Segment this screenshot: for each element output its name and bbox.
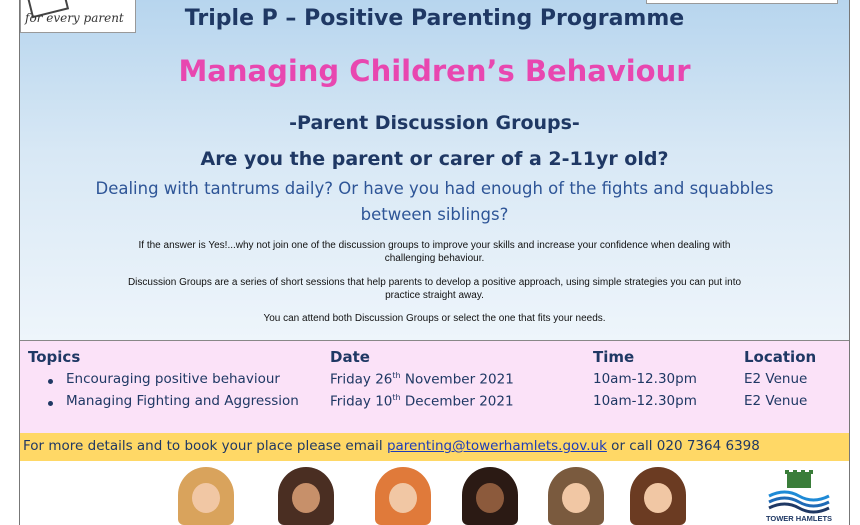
sessions-table bbox=[20, 340, 849, 434]
row-2-topic: Managing Fighting and Aggression bbox=[66, 393, 299, 409]
child-face bbox=[389, 483, 417, 513]
paragraph-2 bbox=[40, 276, 829, 302]
paragraph-1 bbox=[40, 239, 829, 265]
tower-hamlets-name: TOWER HAMLETS bbox=[765, 514, 833, 523]
contact-footer bbox=[20, 433, 849, 461]
email-link[interactable]: parenting@towerhamlets.gov.uk bbox=[386, 438, 607, 454]
child-face bbox=[644, 483, 672, 513]
sub-question-line-1: Dealing with tantrums daily? Or have you had enough of the fights and squabbles bbox=[95, 179, 774, 198]
header-time: Time bbox=[593, 348, 635, 366]
contact-text bbox=[23, 438, 760, 454]
child-photo bbox=[278, 467, 334, 525]
programme-title: Triple P – Positive Parenting Programme bbox=[184, 6, 685, 31]
paragraph-1-line-2: challenging behaviour. bbox=[384, 253, 485, 264]
child-photo bbox=[178, 467, 234, 525]
header-date: Date bbox=[330, 348, 370, 366]
children-photos bbox=[20, 461, 849, 525]
row-2-location: E2 Venue bbox=[744, 393, 808, 409]
child-face bbox=[562, 483, 590, 513]
row-2-date bbox=[330, 393, 514, 410]
child-photo bbox=[375, 467, 431, 525]
row-1-date-day: Friday 26 bbox=[330, 371, 393, 388]
paragraph-1-line-1: If the answer is Yes!...why not join one of the discussion groups to improve your skills and increase your confidence when dealing with bbox=[138, 240, 731, 251]
paragraph-3: You can attend both Discussion Groups or select the one that fits your needs. bbox=[263, 313, 606, 324]
row-2-date-rest: December 2021 bbox=[400, 393, 514, 410]
tower-hamlets-logo bbox=[765, 470, 833, 522]
paragraph-2-line-1: Discussion Groups are a series of short sessions that help parents to develop a positive approach, using simple strategies you can put into bbox=[127, 277, 742, 288]
corner-box bbox=[646, 0, 838, 4]
header-topics: Topics bbox=[28, 348, 81, 366]
child-face bbox=[192, 483, 220, 513]
header-location: Location bbox=[744, 348, 817, 366]
main-title: Managing Children’s Behaviour bbox=[178, 54, 691, 88]
row-2-date-suffix: th bbox=[392, 393, 401, 402]
contact-suffix: or call 020 7364 6398 bbox=[606, 438, 760, 454]
subtitle: -Parent Discussion Groups- bbox=[289, 112, 580, 134]
child-photo bbox=[462, 467, 518, 525]
sub-question bbox=[80, 176, 789, 228]
child-face bbox=[476, 483, 504, 513]
question-heading: Are you the parent or carer of a 2-11yr old? bbox=[200, 148, 669, 170]
child-face bbox=[292, 483, 320, 513]
row-2-date-day: Friday 10 bbox=[330, 393, 393, 410]
contact-prefix: For more details and to book your place please email bbox=[23, 438, 387, 454]
header-section bbox=[20, 0, 849, 340]
row-1-date-suffix: th bbox=[392, 371, 401, 380]
logo-tagline: for every parent bbox=[25, 11, 124, 25]
sub-question-line-2: between siblings? bbox=[360, 205, 509, 224]
row-1-time: 10am-12.30pm bbox=[593, 371, 697, 387]
row-1-date-rest: November 2021 bbox=[400, 371, 514, 388]
child-photo bbox=[548, 467, 604, 525]
tower-hamlets-emblem-icon bbox=[765, 470, 833, 514]
row-1-topic: Encouraging positive behaviour bbox=[66, 371, 280, 387]
bullet-icon bbox=[48, 401, 53, 406]
row-2-time: 10am-12.30pm bbox=[593, 393, 697, 409]
paragraph-2-line-2: practice straight away. bbox=[385, 290, 484, 301]
row-1-date bbox=[330, 371, 514, 388]
child-photo bbox=[630, 467, 686, 525]
flyer bbox=[19, 0, 850, 525]
bullet-icon bbox=[48, 379, 53, 384]
row-1-location: E2 Venue bbox=[744, 371, 808, 387]
